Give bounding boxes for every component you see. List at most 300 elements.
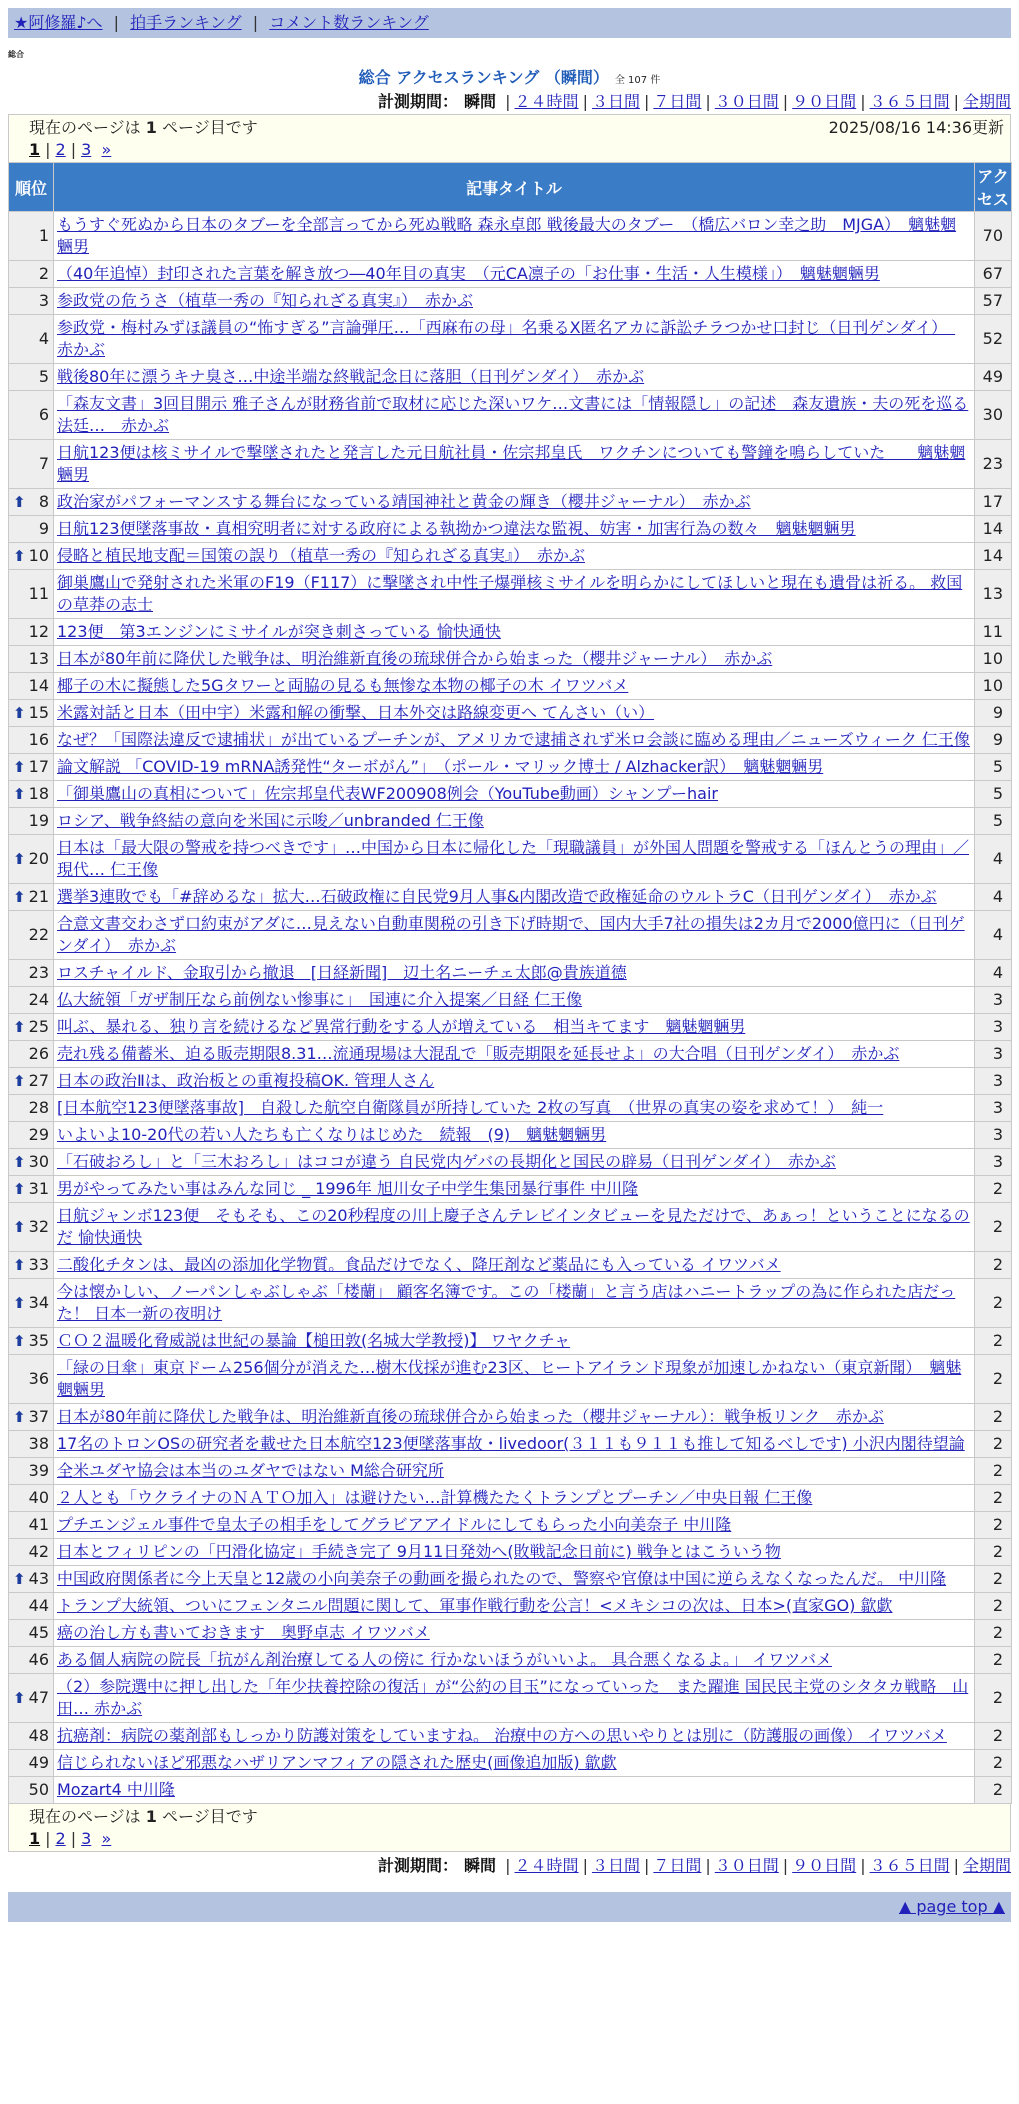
rank-number: 44 (28, 1596, 49, 1615)
table-row (9, 781, 1012, 808)
rank-number: 27 (28, 1071, 49, 1090)
article-link[interactable]: 123便 第3エンジンにミサイルが突き刺さっている 愉快通快 (57, 622, 501, 641)
page-top-link[interactable]: ▲ page top ▲ (898, 1897, 1005, 1916)
period-link[interactable]: ３日間 (591, 1856, 640, 1875)
period-link[interactable]: ９０日間 (792, 92, 857, 111)
up-arrow-icon: ⬆ (13, 1218, 26, 1236)
up-arrow-icon: ⬆ (13, 1180, 26, 1198)
access-count: 9 (975, 727, 1012, 754)
access-count: 3 (975, 1068, 1012, 1095)
title-cell (54, 489, 975, 516)
rank-number: 3 (38, 291, 49, 310)
table-row (9, 1041, 1012, 1068)
page-link[interactable]: 3 (81, 1829, 92, 1848)
access-count: 2 (975, 1252, 1012, 1279)
page-info-top (8, 114, 1011, 162)
page-separator: | (70, 1829, 77, 1848)
article-link[interactable]: ロシア、戦争終結の意向を米国に示唆／unbranded 仁王像 (57, 811, 484, 830)
clap-ranking-link[interactable]: 拍手ランキング (130, 13, 242, 32)
access-count: 2 (975, 1593, 1012, 1620)
rank-cell (9, 987, 54, 1014)
rank-number: 2 (38, 264, 49, 283)
rank-cell (9, 1512, 54, 1539)
table-row (9, 1674, 1012, 1723)
rank-cell (9, 261, 54, 288)
rank-cell (9, 1777, 54, 1804)
article-link[interactable]: 日本の政治Ⅱは、政治板との重複投稿OK. 管理人さん (57, 1071, 435, 1090)
article-link[interactable]: 「御巣鷹山の真相について」佐宗邦皇代表WF200908例会（YouTube動画）シャンプーhair (57, 784, 719, 803)
article-link[interactable]: ２人とも「ウクライナのＮＡＴＯ加入」は避けたい…計算機たたくトランプとプーチン／中央日報 仁王像 (57, 1488, 813, 1507)
article-link[interactable]: 日本が80年前に降伏した戦争は、明治維新直後の琉球併合から始まった（櫻井ジャーナル）：戦争板リンク 赤かぶ (57, 1407, 884, 1426)
access-count: 2 (975, 1404, 1012, 1431)
period-link[interactable]: ３日間 (591, 92, 640, 111)
access-count: 2 (975, 1723, 1012, 1750)
rank-number: 45 (28, 1623, 49, 1642)
period-link[interactable]: ３６５日間 (869, 92, 950, 111)
period-separator: | (860, 1856, 866, 1875)
rank-number: 13 (28, 649, 49, 668)
rank-cell (9, 489, 54, 516)
period-separator: | (782, 92, 789, 111)
rank-number: 48 (28, 1726, 49, 1745)
rank-cell (9, 1566, 54, 1593)
rank-cell (9, 808, 54, 835)
total-count: 全 107 件 (614, 75, 661, 86)
page-status-number: 1 (145, 118, 157, 137)
next-page-link[interactable]: » (101, 1829, 112, 1848)
article-link[interactable]: 二酸化チタンは、最凶の添加化学物質。食品だけでなく、降圧剤など薬品にも入っている イワツバメ (57, 1255, 781, 1274)
table-row (9, 1512, 1012, 1539)
period-label: 計測期間： (378, 1856, 459, 1875)
access-count: 3 (975, 1041, 1012, 1068)
comment-ranking-link[interactable]: コメント数ランキング (269, 13, 429, 32)
page-current: 1 (29, 140, 41, 159)
article-link[interactable]: 侵略と植民地支配＝国策の誤り（植草一秀の『知られざる真実』） 赤かぶ (57, 546, 586, 565)
access-count: 4 (975, 911, 1012, 960)
rank-cell (9, 1122, 54, 1149)
rank-cell (9, 543, 54, 570)
table-row (9, 1593, 1012, 1620)
title-cell (54, 835, 975, 884)
article-link[interactable]: （2）参院選中に押し出した「年少扶養控除の復活」が“公約の目玉”になっていった また躍進 国民民主党のシタタカ戦略 山田… 赤かぶ (57, 1677, 969, 1718)
page-link[interactable]: 3 (81, 140, 92, 159)
access-count: 10 (975, 673, 1012, 700)
article-link[interactable]: 米露対話と日本（田中宇）米露和解の衝撃、日本外交は路線変更へ てんさい（い） (57, 703, 655, 722)
title-cell (54, 619, 975, 646)
access-count: 57 (975, 288, 1012, 315)
ranking-table (8, 162, 1012, 1804)
access-count: 2 (975, 1566, 1012, 1593)
article-link[interactable]: 癌の治し方も書いておきます 奥野卓志 イワツバメ (57, 1623, 430, 1642)
period-separator: | (705, 1856, 711, 1875)
table-row (9, 364, 1012, 391)
rank-number: 42 (28, 1542, 49, 1561)
article-link[interactable]: 売れ残る備蓄米、迫る販売期限8.31…流通現場は大混乱で「販売期限を延長せよ」の大合唱（日刊ゲンダイ） 赤かぶ (57, 1044, 900, 1063)
article-link[interactable]: 「石破おろし」と「三木おろし」はココが違う 自民党内ゲバの長期化と国民の辟易（日刊ゲンダイ） 赤かぶ (57, 1152, 836, 1171)
title-cell (54, 1750, 975, 1777)
rank-number: 34 (28, 1293, 49, 1312)
title-cell (54, 1041, 975, 1068)
rank-cell (9, 1485, 54, 1512)
period-separator: | (505, 92, 511, 111)
rank-cell (9, 1647, 54, 1674)
rank-cell (9, 1328, 54, 1355)
rank-number: 35 (28, 1331, 49, 1350)
page-status (29, 117, 258, 139)
title-cell (54, 1355, 975, 1404)
title-cell (54, 1014, 975, 1041)
rank-cell (9, 1068, 54, 1095)
article-link[interactable]: （40年追悼）封印された言葉を解き放つ―40年目の真実 （元CA凛子の「お仕事・生活・人生模様」） 魑魅魍魎男 (57, 264, 880, 283)
title-cell (54, 288, 975, 315)
rank-cell (9, 1431, 54, 1458)
title-cell (54, 673, 975, 700)
title-cell (54, 1328, 975, 1355)
rank-number: 5 (38, 367, 49, 386)
rank-cell (9, 1674, 54, 1723)
access-count: 2 (975, 1512, 1012, 1539)
title-cell (54, 727, 975, 754)
title-cell (54, 1203, 975, 1252)
rank-cell (9, 960, 54, 987)
article-link[interactable]: 選挙3連敗でも「#辞めるな」拡大…石破政権に自民党9月人事&内閣改造で政権延命のウルトラC（日刊ゲンダイ） 赤かぶ (57, 887, 937, 906)
rank-cell (9, 1014, 54, 1041)
title-cell (54, 364, 975, 391)
period-link[interactable]: ７日間 (653, 1856, 702, 1875)
access-count: 2 (975, 1777, 1012, 1804)
article-link[interactable]: 「森友文書」3回目開示 雅子さんが財務省前で取材に応じた深いワケ…文書には「情報隠し」の記述 森友遺族・夫の死を巡る法廷… 赤かぶ (57, 394, 969, 435)
period-selector-bottom (8, 1854, 1011, 1878)
nav-separator: | (113, 13, 120, 32)
up-arrow-icon: ⬆ (13, 704, 26, 722)
article-link[interactable]: 合意文書交わさず口約束がアダに…見えない自動車関税の引き下げ時期で、国内大手7社の損失は2カ月で2000億円に（日刊ゲンダイ） 赤かぶ (57, 914, 965, 955)
rank-number: 4 (38, 329, 49, 348)
rank-number: 12 (28, 622, 49, 641)
article-link[interactable]: 中国政府関係者に今上天皇と12歳の小向美奈子の動画を撮られたので、警察や官僚は中国に逆らえなくなったんだ。 中川隆 (57, 1569, 947, 1588)
rank-number: 1 (38, 226, 49, 245)
rank-cell (9, 1723, 54, 1750)
period-link[interactable]: ７日間 (653, 92, 702, 111)
rank-header: 順位 (9, 163, 54, 212)
article-link[interactable]: 今は懐かしい、ノーパンしゃぶしゃぶ「楼蘭」 顧客名簿です。この「楼蘭」と言う店はハニートラップの為に作られた店だった！ 日本一新の夜明け (57, 1282, 956, 1323)
article-link[interactable]: ロスチャイルド、金取引から撤退 [日経新聞] 辺土名ニーチェ太郎@貴族道德 (57, 963, 627, 982)
rank-cell (9, 1750, 54, 1777)
table-row (9, 1777, 1012, 1804)
article-link[interactable]: 日航123便は核ミサイルで撃墜されたと発言した元日航社員・佐宗邦皇氏 ワクチンについても警鐘を鳴らしていた 魑魅魍魎男 (57, 443, 966, 484)
article-link[interactable]: 御巣鷹山で発射された米軍のF19（F117）に撃墜され中性子爆弾核ミサイルを明らかにしてほしいと現在も遺骨は祈る。 救国の草莽の志士 (57, 573, 963, 614)
access-count: 2 (975, 1485, 1012, 1512)
table-row (9, 543, 1012, 570)
article-link[interactable]: 信じられないほど邪悪なハザリアンマフィアの隠された歴史(画像追加版) 歙歔 (57, 1753, 617, 1772)
pagination-bottom (29, 1828, 1004, 1850)
up-arrow-icon: ⬆ (13, 888, 26, 906)
access-count: 5 (975, 781, 1012, 808)
article-link[interactable]: 叫ぶ、暴れる、独り言を続けるなど異常行動をする人が増えている 相当キてます 魑魅魍魎男 (57, 1017, 746, 1036)
rank-cell (9, 1404, 54, 1431)
period-link[interactable]: ３６５日間 (869, 1856, 950, 1875)
period-link[interactable]: 全期間 (962, 1856, 1011, 1875)
access-count: 2 (975, 1431, 1012, 1458)
period-separator: | (953, 1856, 959, 1875)
title-cell (54, 212, 975, 261)
article-link[interactable]: 男がやってみたい事はみんな同じ _ 1996年 旭川女子中学生集団暴行事件 中川隆 (57, 1179, 639, 1198)
rank-cell (9, 516, 54, 543)
table-row (9, 727, 1012, 754)
rank-number: 6 (38, 405, 49, 424)
table-row (9, 1068, 1012, 1095)
period-link[interactable]: ３０日間 (714, 1856, 779, 1875)
access-count: 23 (975, 440, 1012, 489)
table-row (9, 1328, 1012, 1355)
page-status-suffix: ページ目です (156, 118, 258, 137)
rank-cell (9, 391, 54, 440)
rank-number: 25 (28, 1017, 49, 1036)
bottom-bar (8, 1892, 1011, 1922)
table-row (9, 1431, 1012, 1458)
access-count: 10 (975, 646, 1012, 673)
rank-number: 29 (28, 1125, 49, 1144)
access-count: 2 (975, 1355, 1012, 1404)
rank-cell (9, 1095, 54, 1122)
title-cell (54, 1620, 975, 1647)
article-link[interactable]: なぜ？「国際法違反で逮捕状」が出ているプーチンが、アメリカで逮捕されず米ロ会談に臨める理由／ニューズウィーク 仁王像 (57, 730, 970, 749)
up-arrow-icon: ⬆ (13, 547, 26, 565)
title-cell (54, 1566, 975, 1593)
rank-cell (9, 911, 54, 960)
table-row (9, 835, 1012, 884)
home-link[interactable]: ★阿修羅♪へ (14, 13, 103, 32)
article-link[interactable]: 参政党の危うさ（植草一秀の『知られざる真実』） 赤かぶ (57, 291, 474, 310)
table-row (9, 516, 1012, 543)
article-link[interactable]: 全米ユダヤ協会は本当のユダヤではない M総合研究所 (57, 1461, 444, 1480)
access-count: 67 (975, 261, 1012, 288)
rank-cell (9, 1203, 54, 1252)
rank-number: 10 (28, 546, 49, 565)
access-count: 2 (975, 1328, 1012, 1355)
title-cell (54, 1647, 975, 1674)
rank-number: 47 (28, 1688, 49, 1707)
title-cell (54, 754, 975, 781)
table-row (9, 884, 1012, 911)
rank-number: 31 (28, 1179, 49, 1198)
page-status-text: 現在のページは (29, 1807, 146, 1826)
next-page-link[interactable]: » (101, 140, 112, 159)
access-count: 70 (975, 212, 1012, 261)
article-link[interactable]: 「緑の日傘」東京ドーム256個分が消えた…樹木伐採が進む23区、ヒートアイランド現象が加速しかねない（東京新聞） 魑魅魍魎男 (57, 1358, 962, 1399)
page-status-text: 現在のページは (29, 118, 146, 137)
rank-cell (9, 364, 54, 391)
page-link[interactable]: 2 (55, 140, 66, 159)
rank-cell (9, 1458, 54, 1485)
table-row (9, 288, 1012, 315)
period-link[interactable]: ２４時間 (514, 1856, 579, 1875)
rank-number: 7 (38, 454, 49, 473)
page-current: 1 (29, 1829, 41, 1848)
table-row (9, 1566, 1012, 1593)
title-cell (54, 440, 975, 489)
up-arrow-icon: ⬆ (13, 1153, 26, 1171)
title-cell (54, 315, 975, 364)
rank-number: 37 (28, 1407, 49, 1426)
title-cell (54, 808, 975, 835)
access-count: 3 (975, 1014, 1012, 1041)
access-count: 2 (975, 1620, 1012, 1647)
table-row (9, 1723, 1012, 1750)
access-count: 2 (975, 1176, 1012, 1203)
article-link[interactable]: 抗癌剤：病院の薬剤部もしっかり防護対策をしていますね。 治療中の方への思いやりとは別に（防護服の画像） イワツバメ (57, 1726, 947, 1745)
table-row (9, 391, 1012, 440)
access-count: 2 (975, 1203, 1012, 1252)
article-link[interactable]: 日航ジャンボ123便 そもそも、この20秒程度の川上慶子さんテレビインタビューを見ただけで、あぁっ！ということになるのだ 愉快通快 (57, 1206, 970, 1247)
access-count: 49 (975, 364, 1012, 391)
table-row (9, 1647, 1012, 1674)
access-count: 2 (975, 1750, 1012, 1777)
title-cell (54, 1723, 975, 1750)
up-arrow-icon: ⬆ (13, 758, 26, 776)
rank-cell (9, 835, 54, 884)
table-row (9, 212, 1012, 261)
rank-cell (9, 570, 54, 619)
rank-cell (9, 1355, 54, 1404)
access-count: 3 (975, 987, 1012, 1014)
access-count: 5 (975, 808, 1012, 835)
rank-number: 21 (28, 887, 49, 906)
access-count: 11 (975, 619, 1012, 646)
article-link[interactable]: [日本航空123便墜落事故] 自殺した航空自衛隊員が所持していた 2枚の写真 （世界の真実の姿を求めて！） 純一 (57, 1098, 884, 1117)
rank-cell (9, 1252, 54, 1279)
rank-cell (9, 440, 54, 489)
article-link[interactable]: 椰子の木に擬態した5Gタワーと両脇の見るも無惨な本物の椰子の木 イワツバメ (57, 676, 629, 695)
article-link[interactable]: 政治家がパフォーマンスする舞台になっている靖国神社と黄金の輝き（櫻井ジャーナル） 赤かぶ (57, 492, 751, 511)
article-link[interactable]: 日本とフィリピンの「円滑化協定」手続き完了 9月11日発効へ(敗戦記念日前に) 戦争とはこういう物 (57, 1542, 781, 1561)
rank-number: 24 (28, 990, 49, 1009)
title-cell (54, 1279, 975, 1328)
title-cell (54, 1122, 975, 1149)
period-separator: | (860, 92, 866, 111)
title-cell (54, 570, 975, 619)
up-arrow-icon: ⬆ (13, 850, 26, 868)
title-header: 記事タイトル (54, 163, 975, 212)
title-cell (54, 1176, 975, 1203)
article-link[interactable]: ある個人病院の院長「抗がん剤治療してる人の傍に 行かないほうがいいよ。 具合悪くなるよ。」 イワツバメ (57, 1650, 832, 1669)
article-link[interactable]: 17名のトロンOSの研究者を載せた日本航空123便墜落事故・livedoor(３１１も９１１も推して知るべしです) 小沢内閣待望論 (57, 1434, 965, 1453)
period-link[interactable]: ３０日間 (714, 92, 779, 111)
title-cell (54, 1404, 975, 1431)
table-row (9, 440, 1012, 489)
table-row (9, 1279, 1012, 1328)
rank-cell (9, 1176, 54, 1203)
rank-number: 16 (28, 730, 49, 749)
access-count: 2 (975, 1647, 1012, 1674)
article-link[interactable]: トランプ大統領、ついにフェンタニル問題に関して、軍事作戦行動を公言！<メキシコの次は、日本>(直家GO) 歙歔 (57, 1596, 893, 1615)
period-separator: | (953, 92, 959, 111)
page-separator: | (70, 140, 77, 159)
rank-cell (9, 1279, 54, 1328)
period-selector (8, 90, 1011, 114)
title-cell (54, 1068, 975, 1095)
article-link[interactable]: 参政党・梅村みずほ議員の“怖すぎる”言論弾圧…「西麻布の母」名乗るX匿名アカに訴訟チラつかせ口封じ（日刊ゲンダイ） 赤かぶ (57, 318, 956, 359)
period-current: 瞬間 (464, 92, 497, 111)
top-nav-bar (8, 8, 1011, 38)
rank-cell (9, 1593, 54, 1620)
rank-cell (9, 288, 54, 315)
rank-number: 14 (28, 676, 49, 695)
title-cell (54, 960, 975, 987)
title-cell (54, 1252, 975, 1279)
access-count: 52 (975, 315, 1012, 364)
table-row (9, 1750, 1012, 1777)
table-row (9, 1458, 1012, 1485)
rank-cell (9, 700, 54, 727)
rank-number: 41 (28, 1515, 49, 1534)
access-count: 2 (975, 1458, 1012, 1485)
article-link[interactable]: 日本は「最大限の警戒を持つべきです」…中国から日本に帰化した「現職議員」が外国人問題を警戒する「ほんとうの理由」／現代… 仁王像 (57, 838, 970, 879)
access-count: 2 (975, 1674, 1012, 1723)
rank-number: 20 (28, 849, 49, 868)
rank-number: 18 (28, 784, 49, 803)
period-link[interactable]: 全期間 (962, 92, 1011, 111)
page-title-text: 総合 アクセスランキング （瞬間） (358, 68, 609, 87)
title-cell (54, 1777, 975, 1804)
rank-number: 43 (28, 1569, 49, 1588)
rank-number: 36 (28, 1369, 49, 1388)
period-label: 計測期間： (378, 92, 459, 111)
article-link[interactable]: ＣＯ２温暖化脅威説は世紀の暴論【槌田敦(名城大学教授)】 ワヤクチャ (57, 1331, 571, 1350)
table-row (9, 673, 1012, 700)
article-link[interactable]: もうすぐ死ぬから日本のタブーを全部言ってから死ぬ戦略 森永卓郎 戦後最大のタブー （橋広バロン幸之助 MJGA） 魑魅魍魎男 (57, 215, 957, 256)
page-status-bottom (29, 1806, 1004, 1828)
article-link[interactable]: 戦後80年に漂うキナ臭さ…中途半端な終戦記念日に落胆（日刊ゲンダイ） 赤かぶ (57, 367, 645, 386)
access-count: 13 (975, 570, 1012, 619)
title-cell (54, 987, 975, 1014)
rank-number: 33 (28, 1255, 49, 1274)
rank-number: 15 (28, 703, 49, 722)
nav-separator: | (252, 13, 259, 32)
rank-number: 8 (38, 492, 49, 511)
rank-number: 9 (38, 519, 49, 538)
article-link[interactable]: 日本が80年前に降伏した戦争は、明治維新直後の琉球併合から始まった（櫻井ジャーナル） 赤かぶ (57, 649, 773, 668)
table-row (9, 1176, 1012, 1203)
article-link[interactable]: いよいよ10-20代の若い人たちも亡くなりはじめた 続報 (9) 魑魅魍魎男 (57, 1125, 607, 1144)
article-link[interactable]: プチエンジェル事件で皇太子の相手をしてグラビアアイドルにしてもらった小向美奈子 中川隆 (57, 1515, 732, 1534)
rank-cell (9, 1149, 54, 1176)
article-link[interactable]: Mozart4 中川隆 (57, 1780, 175, 1799)
up-arrow-icon: ⬆ (13, 1689, 26, 1707)
table-row (9, 960, 1012, 987)
title-cell (54, 391, 975, 440)
access-count: 4 (975, 884, 1012, 911)
article-link[interactable]: 論文解説 「COVID-19 mRNA誘発性“ターボがん”」 （ポール・マリック博士 / Alzhacker訳） 魑魅魍魎男 (57, 757, 824, 776)
table-row (9, 1203, 1012, 1252)
rank-cell (9, 727, 54, 754)
article-link[interactable]: 日航123便墜落事故・真相究明者に対する政府による執拗かつ違法な監視、妨害・加害行為の数々 魑魅魍魎男 (57, 519, 856, 538)
pagination-top (29, 139, 1004, 161)
period-separator: | (582, 92, 588, 111)
page-separator: | (45, 140, 51, 159)
period-link[interactable]: ９０日間 (792, 1856, 857, 1875)
category-label: 総合 (8, 50, 24, 59)
rank-number: 28 (28, 1098, 49, 1117)
page-link[interactable]: 2 (55, 1829, 66, 1848)
article-link[interactable]: 仏大統領「ガザ制圧なら前例ない惨事に」 国連に介入提案／日経 仁王像 (57, 990, 583, 1009)
period-link[interactable]: ２４時間 (514, 92, 579, 111)
table-row (9, 619, 1012, 646)
table-row (9, 1620, 1012, 1647)
period-separator: | (505, 1856, 511, 1875)
up-arrow-icon: ⬆ (13, 1018, 26, 1036)
page-title (8, 66, 1011, 90)
table-row (9, 489, 1012, 516)
